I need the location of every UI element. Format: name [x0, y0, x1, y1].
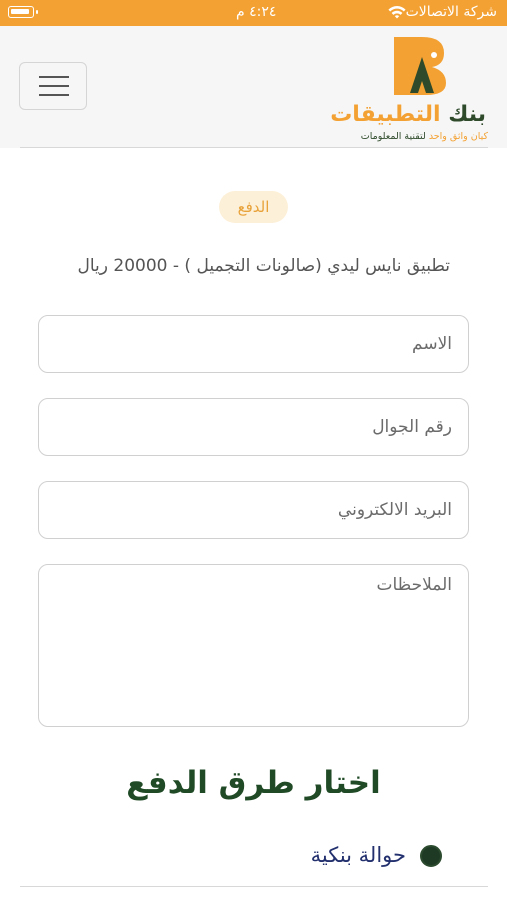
menu-button[interactable] [19, 62, 87, 110]
phone-input[interactable] [38, 398, 469, 456]
status-time: ٤:٢٤ م [236, 4, 277, 20]
app-header [0, 26, 507, 148]
logo-title: بنك التطبيقات [330, 102, 486, 127]
product-summary: تطبيق نايس ليدي (صالونات التجميل ) - 20000 ريال [77, 256, 450, 276]
header-divider [20, 147, 488, 148]
payment-badge: الدفع [219, 191, 288, 223]
wifi-icon [387, 4, 407, 20]
battery-icon [8, 6, 34, 18]
logo-mark-icon [392, 35, 448, 97]
status-bar [0, 0, 507, 26]
bottom-divider [20, 886, 488, 887]
payment-methods-title: اختار طرق الدفع [126, 765, 381, 801]
hamburger-menu-icon [39, 76, 69, 78]
payment-option-bank-transfer[interactable] [290, 842, 442, 872]
payment-option-label: حوالة بنكية [310, 843, 406, 867]
logo-subtitle: كيان واثق واحد لتقنية المعلومات [360, 131, 488, 142]
name-input[interactable] [38, 315, 469, 373]
carrier-name: شركة الاتصالات [405, 4, 497, 20]
radio-selected-icon[interactable] [420, 845, 442, 867]
brand-logo[interactable] [330, 32, 490, 148]
email-input[interactable] [38, 481, 469, 539]
notes-textarea[interactable] [38, 564, 469, 727]
